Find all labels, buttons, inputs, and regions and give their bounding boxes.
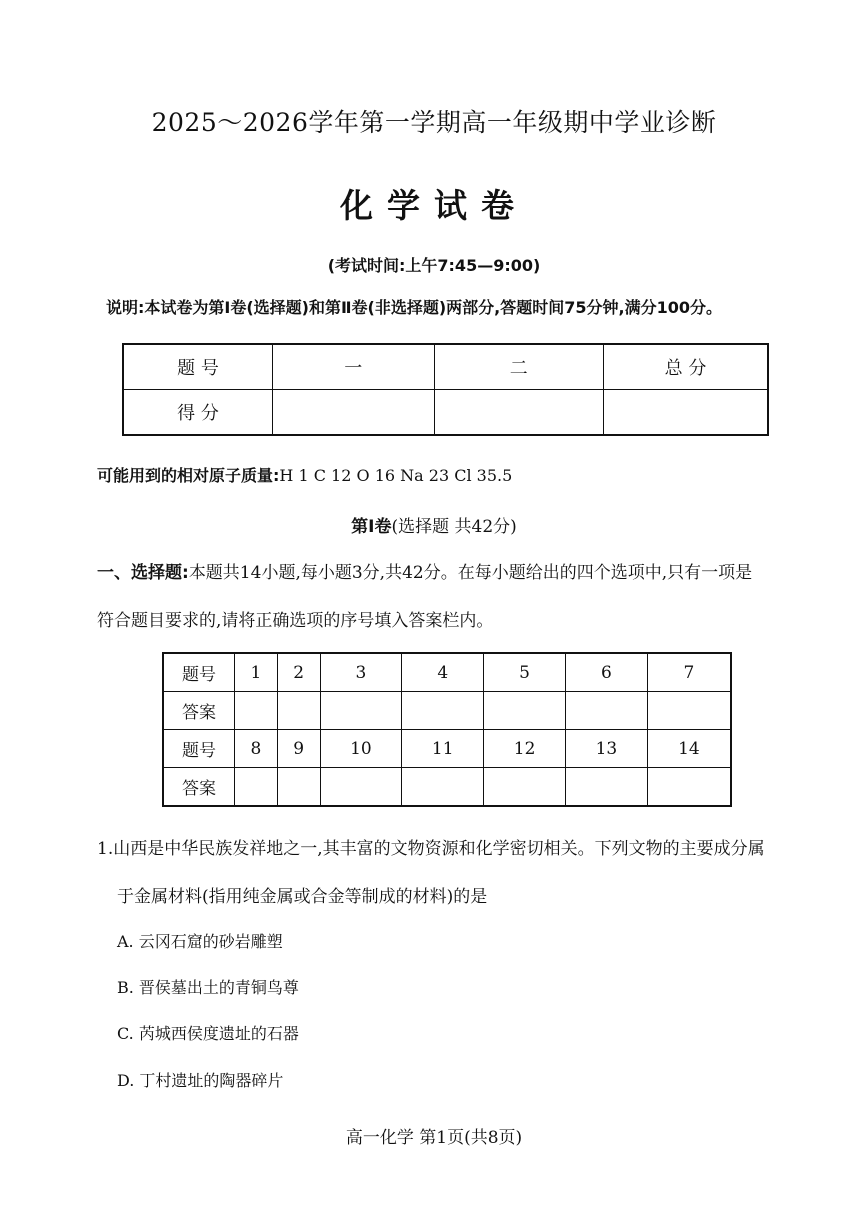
- atomic-masses: [97, 463, 512, 486]
- answer-row: [163, 768, 731, 807]
- question-number-cell: 9: [277, 730, 320, 768]
- page-footer: 高一化学 第1页(共8页): [345, 1128, 523, 1148]
- question-number-cell: 1: [235, 653, 278, 692]
- question-number-cell: 12: [484, 730, 566, 768]
- answer-cell[interactable]: [277, 768, 320, 807]
- question-number-cell: 13: [565, 730, 647, 768]
- exam-time: (考试时间:上午7:45—9:00): [327, 256, 541, 275]
- option-d: D. 丁村遗址的陶器碎片: [117, 1071, 284, 1090]
- question-number-cell: 5: [484, 653, 566, 692]
- score-table-header-row: [123, 344, 768, 390]
- instructions: 说明:本试卷为第Ⅰ卷(选择题)和第Ⅱ卷(非选择题)两部分,答题时间75分钟,满分100分。: [106, 298, 722, 317]
- option-c: C. 芮城西侯度遗址的石器: [117, 1024, 299, 1043]
- answer-cell[interactable]: [484, 768, 566, 807]
- answer-cell[interactable]: [565, 692, 647, 730]
- section1-line2: 符合题目要求的,请将正确选项的序号填入答案栏内。: [97, 611, 494, 631]
- score-header-cell: 二: [434, 344, 603, 390]
- answer-table: [162, 652, 732, 807]
- exam-header: 2025～2026学年第一学期高一年级期中学业诊断: [151, 108, 717, 137]
- score-table-score-row: [123, 390, 768, 436]
- answer-cell[interactable]: [320, 768, 402, 807]
- answer-cell[interactable]: [647, 768, 731, 807]
- answer-number-label: 题号: [163, 730, 235, 768]
- part1-heading: [0, 512, 868, 537]
- answer-row: [163, 692, 731, 730]
- answer-label: 答案: [163, 768, 235, 807]
- question-number-cell: 10: [320, 730, 402, 768]
- score-header-cell: 题 号: [123, 344, 273, 390]
- atomic-masses-values: H 1 C 12 O 16 Na 23 Cl 35.5: [279, 466, 513, 485]
- section1-line1-text: 本题共14小题,每小题3分,共42分。在每小题给出的四个选项中,只有一项是: [188, 563, 753, 583]
- answer-cell[interactable]: [235, 692, 278, 730]
- answer-cell[interactable]: [277, 692, 320, 730]
- answer-cell[interactable]: [484, 692, 566, 730]
- score-cell[interactable]: [273, 390, 434, 436]
- answer-number-row: [163, 653, 731, 692]
- answer-cell[interactable]: [565, 768, 647, 807]
- score-cell[interactable]: [434, 390, 603, 436]
- section1-label: 一、选择题:: [97, 563, 189, 583]
- question-number-cell: 7: [647, 653, 731, 692]
- question-number-cell: 3: [320, 653, 402, 692]
- answer-cell[interactable]: [647, 692, 731, 730]
- option-a: A. 云冈石窟的砂岩雕塑: [117, 932, 283, 951]
- question-number-cell: 4: [402, 653, 484, 692]
- part1-heading-bold: 第Ⅰ卷: [351, 517, 392, 537]
- question-number-cell: 6: [565, 653, 647, 692]
- part1-heading-rest: (选择题 共42分): [391, 517, 517, 537]
- answer-cell[interactable]: [402, 692, 484, 730]
- answer-number-row: [163, 730, 731, 768]
- answer-cell[interactable]: [235, 768, 278, 807]
- question1-stem-line2: 于金属材料(指用纯金属或合金等制成的材料)的是: [117, 887, 488, 907]
- option-b: B. 晋侯墓出土的青铜鸟尊: [117, 978, 299, 997]
- answer-number-label: 题号: [163, 653, 235, 692]
- question-number-cell: 11: [402, 730, 484, 768]
- question-number-cell: 14: [647, 730, 731, 768]
- atomic-masses-label: 可能用到的相对原子质量:: [97, 466, 280, 485]
- score-row-label: 得 分: [123, 390, 273, 436]
- question-number-cell: 2: [277, 653, 320, 692]
- score-header-cell: 总 分: [603, 344, 768, 390]
- section1-line1: [97, 558, 752, 583]
- score-cell[interactable]: [603, 390, 768, 436]
- score-table: [122, 343, 769, 436]
- answer-label: 答案: [163, 692, 235, 730]
- question-number-cell: 8: [235, 730, 278, 768]
- score-header-cell: 一: [273, 344, 434, 390]
- answer-cell[interactable]: [402, 768, 484, 807]
- answer-cell[interactable]: [320, 692, 402, 730]
- question1-stem-line1: 1.山西是中华民族发祥地之一,其丰富的文物资源和化学密切相关。下列文物的主要成分属: [97, 839, 765, 859]
- paper-title: 化学试卷: [340, 186, 528, 225]
